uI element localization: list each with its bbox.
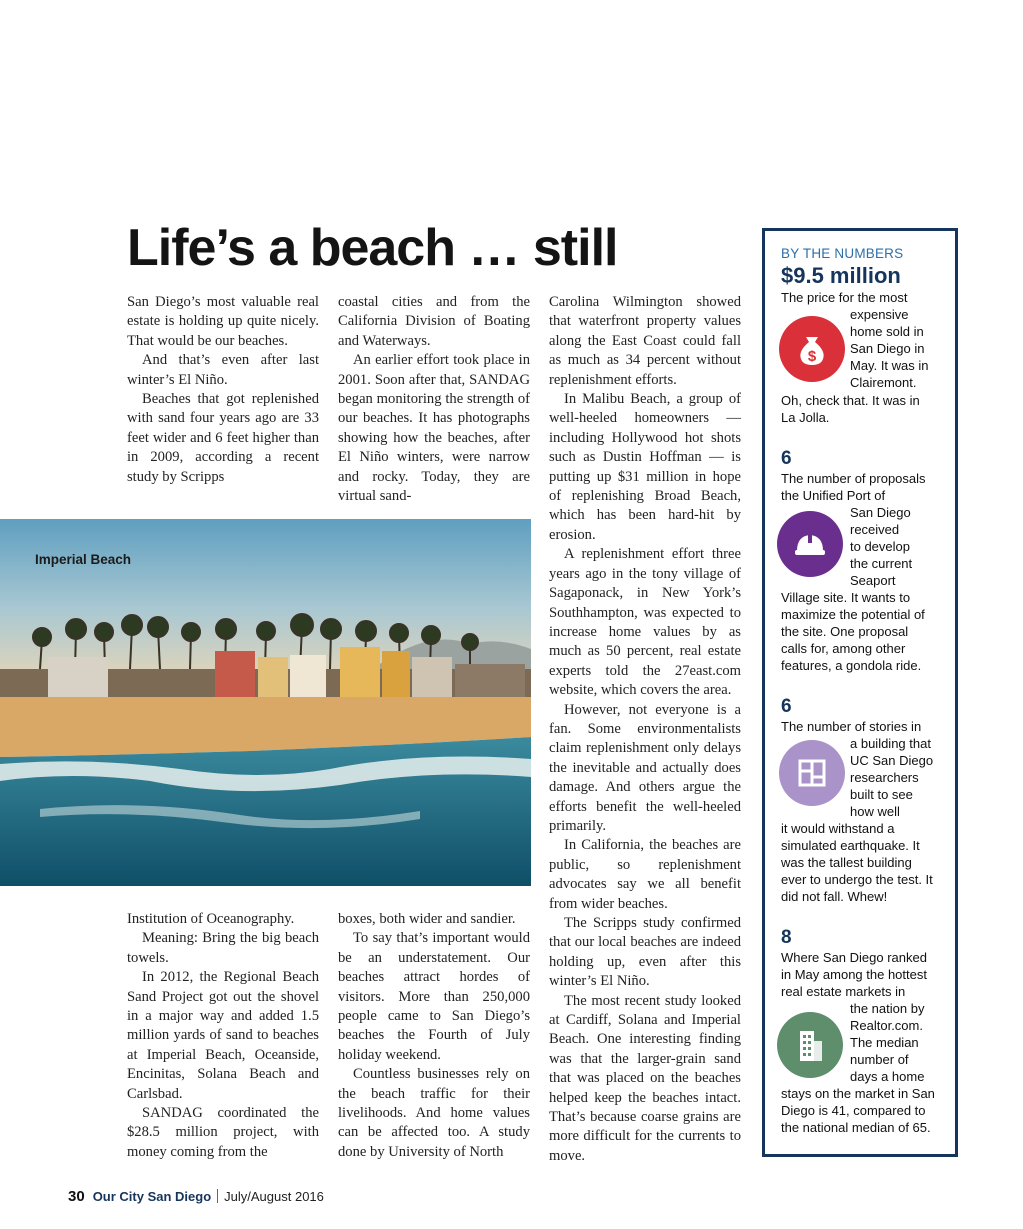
stat-text: the national median of 65. [781,1120,931,1135]
stat-text: calls for, among other [781,641,906,656]
paragraph: In 2012, the Regional Beach Sand Project got out the shovel in a major way and added 1.5 million yards of sand to beaches at Imperial Beach, Oceanside, Encinitas, Solana Beach and Carlsbad. [127,969,319,1102]
stat-text: features, a gondola ride. [781,658,922,673]
stat-text: San Diego [850,505,911,520]
stat-text: it would withstand a [781,821,895,836]
paragraph: The most recent study looked at Cardiff, Solana and Imperial Beach. One interesting finding was that the larger-grain sand that was placed on the beaches helped keep the beaches intact. That’s because coarse grains are more difficult for the currents to move. [549,992,741,1164]
stat-text: the current [850,556,913,571]
stat-text: The number of proposals [781,471,926,486]
article-column-1-bottom [127,910,319,1162]
stat-text: number of [850,1052,909,1067]
paragraph: Meaning: Bring the big beach towels. [127,930,319,966]
stat-text: a building that [850,736,931,751]
paragraph: A replenishment effort three years ago in the tony village of Sagaponack, in New York’s Southhampton, was expected to increase home values by as much as 50 percent, real estate experts told the 27east.com website, which covers the area. [549,546,741,699]
stat-text: real estate markets in [781,984,906,999]
stat-text: built to see [850,787,913,802]
stat-value: $9.5 million [781,263,901,288]
stat-value: 8 [781,927,792,948]
footer-divider [217,1189,218,1203]
paragraph: boxes, both wider and sandier. [338,911,516,927]
stat-text: UC San Diego [850,753,934,768]
paragraph: However, not everyone is a fan. Some environmentalists claim replenishment only delays the inevitable and actually does damage. And others argue the efforts benefit the well-heeled primarily. [549,701,741,834]
stat-text: Seaport [850,573,896,588]
stat-text: Where San Diego ranked [781,950,927,965]
photo-caption: Imperial Beach [35,552,132,567]
paragraph: SANDAG coordinated the $28.5 million project, with money coming from the [127,1105,319,1160]
skyscraper-icon [777,1012,843,1078]
paragraph: San Diego’s most valuable real estate is holding up quite nicely. That would be our beaches. [127,294,319,349]
stat-value: 6 [781,696,792,717]
stat-text: did not fall. Whew! [781,889,888,904]
by-the-numbers-sidebar [762,228,958,1157]
beach-photo [0,519,531,886]
paragraph: coastal cities and from the California Division of Boating and Waterways. [338,294,530,349]
hard-hat-icon [777,511,843,577]
article-headline: Life’s a beach … still [127,219,618,277]
stat-text: Diego is 41, compared to [781,1103,926,1118]
article-column-2-top [338,293,530,506]
sidebar-kicker: BY THE NUMBERS [781,246,904,261]
stat-text: researchers [850,770,919,785]
article-column-1-top [127,293,319,487]
stat-text: the nation by [850,1001,925,1016]
stat-text: the site. One proposal [781,624,909,639]
beach-photo-illustration [0,519,531,886]
stat-text: ever to undergo the test. It [781,872,933,887]
paragraph: An earlier effort took place in 2001. Soon after that, SANDAG began monitoring the strength of our beaches. It has photographs showing how the beaches, after El Niño winters, were narrow and rocky. Today, they are virtual sand- [338,352,530,505]
paragraph: Countless businesses rely on the beach traffic for their livelihoods. And home values can be affected too. A study done by University of North [338,1066,530,1160]
stat-text: Realtor.com. [850,1018,923,1033]
article-column-3 [549,293,741,1166]
stat-text: how well [850,804,900,819]
magazine-name: Our City San Diego [92,1189,212,1204]
stat-text: the Unified Port of [781,488,886,503]
stat-text: San Diego in [850,341,925,356]
stat-text: Clairemont. [850,375,917,390]
paragraph: Beaches that got replenished with sand four years ago are 33 feet wider and 6 feet higher than in 2009, according a recent study by Scripps [127,391,319,485]
stat-text: was the tallest building [781,855,912,870]
paragraph: To say that’s important would be an understatement. Our beaches attract hordes of visitors. More than 250,000 people came to San Diego’s beaches the Fourth of July holiday weekend. [338,930,530,1063]
paragraph: In Malibu Beach, a group of well-heeled homeowners — including Hollywood hot shots such as Dustin Hoffman — is putting up $31 million in hope of replenishing Broad Beach, which has been hard-hit by erosion. [549,391,741,543]
money-bag-icon [779,316,845,382]
stat-text: Village site. It wants to [781,590,911,605]
paragraph: Carolina Wilmington showed that waterfront property values along the East Coast could fall as much as 34 percent without replenishment efforts. [549,294,741,388]
stat-text: simulated earthquake. It [781,838,920,853]
stat-text: May. It was in [850,358,929,373]
paragraph: In California, the beaches are public, so replenishment advocates say we all benefit from wider beaches. [549,837,741,912]
stat-text: home sold in [850,324,924,339]
article-column-2-bottom [338,910,530,1162]
stat-text: days a home [850,1069,925,1084]
paragraph: And that’s even after last winter’s El Niño. [127,352,319,388]
stat-text: The price for the most [781,290,908,305]
stat-text: to develop [850,539,910,554]
stat-text: stays on the market in San [781,1086,935,1101]
stat-text: The number of stories in [781,719,922,734]
page-footer [68,1188,324,1205]
stat-text: La Jolla. [781,410,830,425]
page-number: 30 [68,1188,85,1205]
stat-text: The median [850,1035,919,1050]
paragraph: Institution of Oceanography. [127,911,295,927]
stat-text: in May among the hottest [781,967,927,982]
stat-text: maximize the potential of [781,607,925,622]
stat-value: 6 [781,448,792,469]
paragraph: The Scripps study confirmed that our local beaches are indeed holding up, even after this winter’s El Niño. [549,915,741,990]
stat-text: expensive [850,307,909,322]
building-grid-icon [779,740,845,806]
issue-date: July/August 2016 [224,1189,324,1204]
stat-text: received [850,522,900,537]
stat-text: Oh, check that. It was in [781,393,920,408]
svg-text:$: $ [807,348,817,365]
